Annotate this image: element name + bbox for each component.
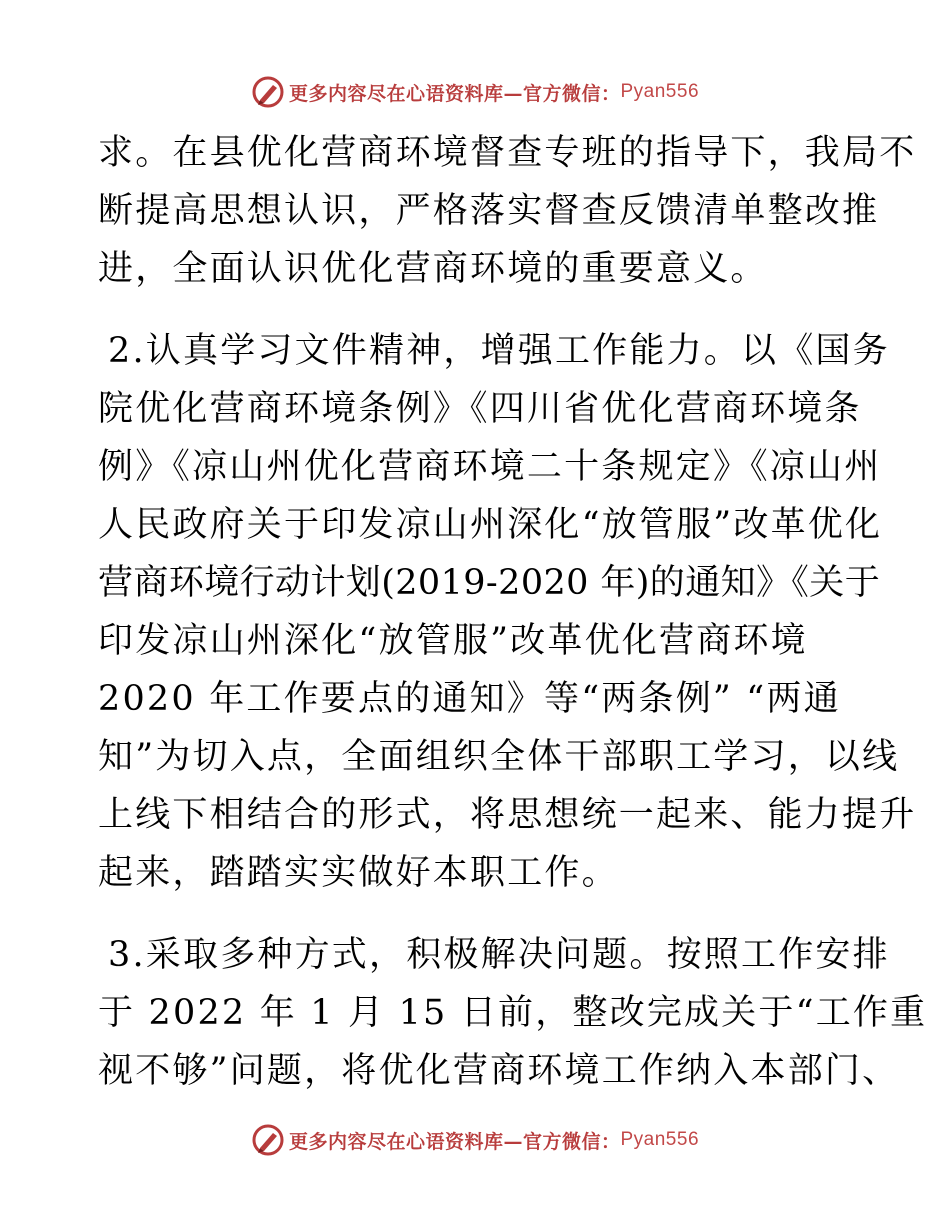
banner-wechat-id: Pyan556 <box>620 1129 700 1150</box>
banner-text: 更多内容尽在心语资料库—官方微信： <box>288 1130 621 1153</box>
banner-wechat-id: Pyan556 <box>620 81 700 102</box>
text-line: 知”为切入点，全面组织全体干部职工学习，以线 <box>98 737 900 777</box>
text-line: 上线下相结合的形式，将思想统一起来、能力提升 <box>98 795 917 835</box>
text-line: 营商环境行动计划(2019-2020 年)的通知》《关于 <box>98 563 881 603</box>
text-line: 起来，踏踏实实做好本职工作。 <box>98 853 619 893</box>
text-line: 视不够”问题，将优化营商环境工作纳入本部门、 <box>98 1051 900 1091</box>
footer-banner <box>0 1120 950 1160</box>
header-banner <box>0 72 950 112</box>
text-line: 进，全面认识优化营商环境的重要意义。 <box>98 249 768 289</box>
text-line: 人民政府关于印发凉山州深化“放管服”改革优化 <box>98 505 883 545</box>
text-line: 断提高思想认识，严格落实督查反馈清单整改推 <box>98 191 880 231</box>
text-line: 2020 年工作要点的通知》等“两条例” “两通 <box>98 679 841 719</box>
text-line: 印发凉山州深化“放管服”改革优化营商环境 <box>98 621 808 661</box>
text-line: 2.认真学习文件精神，增强工作能力。以《国务 <box>108 331 890 371</box>
text-line: 院优化营商环境条例》《四川省优化营商环境条 <box>98 389 862 429</box>
text-line: 3.采取多种方式，积极解决问题。按照工作安排 <box>108 935 890 975</box>
text-line: 例》《凉山州优化营商环境二十条规定》《凉山州 <box>98 447 882 487</box>
pen-logo-icon <box>251 75 285 109</box>
banner-text: 更多内容尽在心语资料库—官方微信： <box>288 82 621 105</box>
paragraph-2 <box>98 322 917 902</box>
text-line: 于 2022 年 1 月 15 日前，整改完成关于“工作重 <box>98 993 928 1033</box>
pen-logo-icon <box>251 1123 285 1157</box>
paragraph-1 <box>98 124 917 298</box>
document-body <box>98 124 928 1100</box>
text-line: 求。在县优化营商环境督查专班的指导下，我局不 <box>98 133 917 173</box>
paragraph-3 <box>98 926 928 1100</box>
